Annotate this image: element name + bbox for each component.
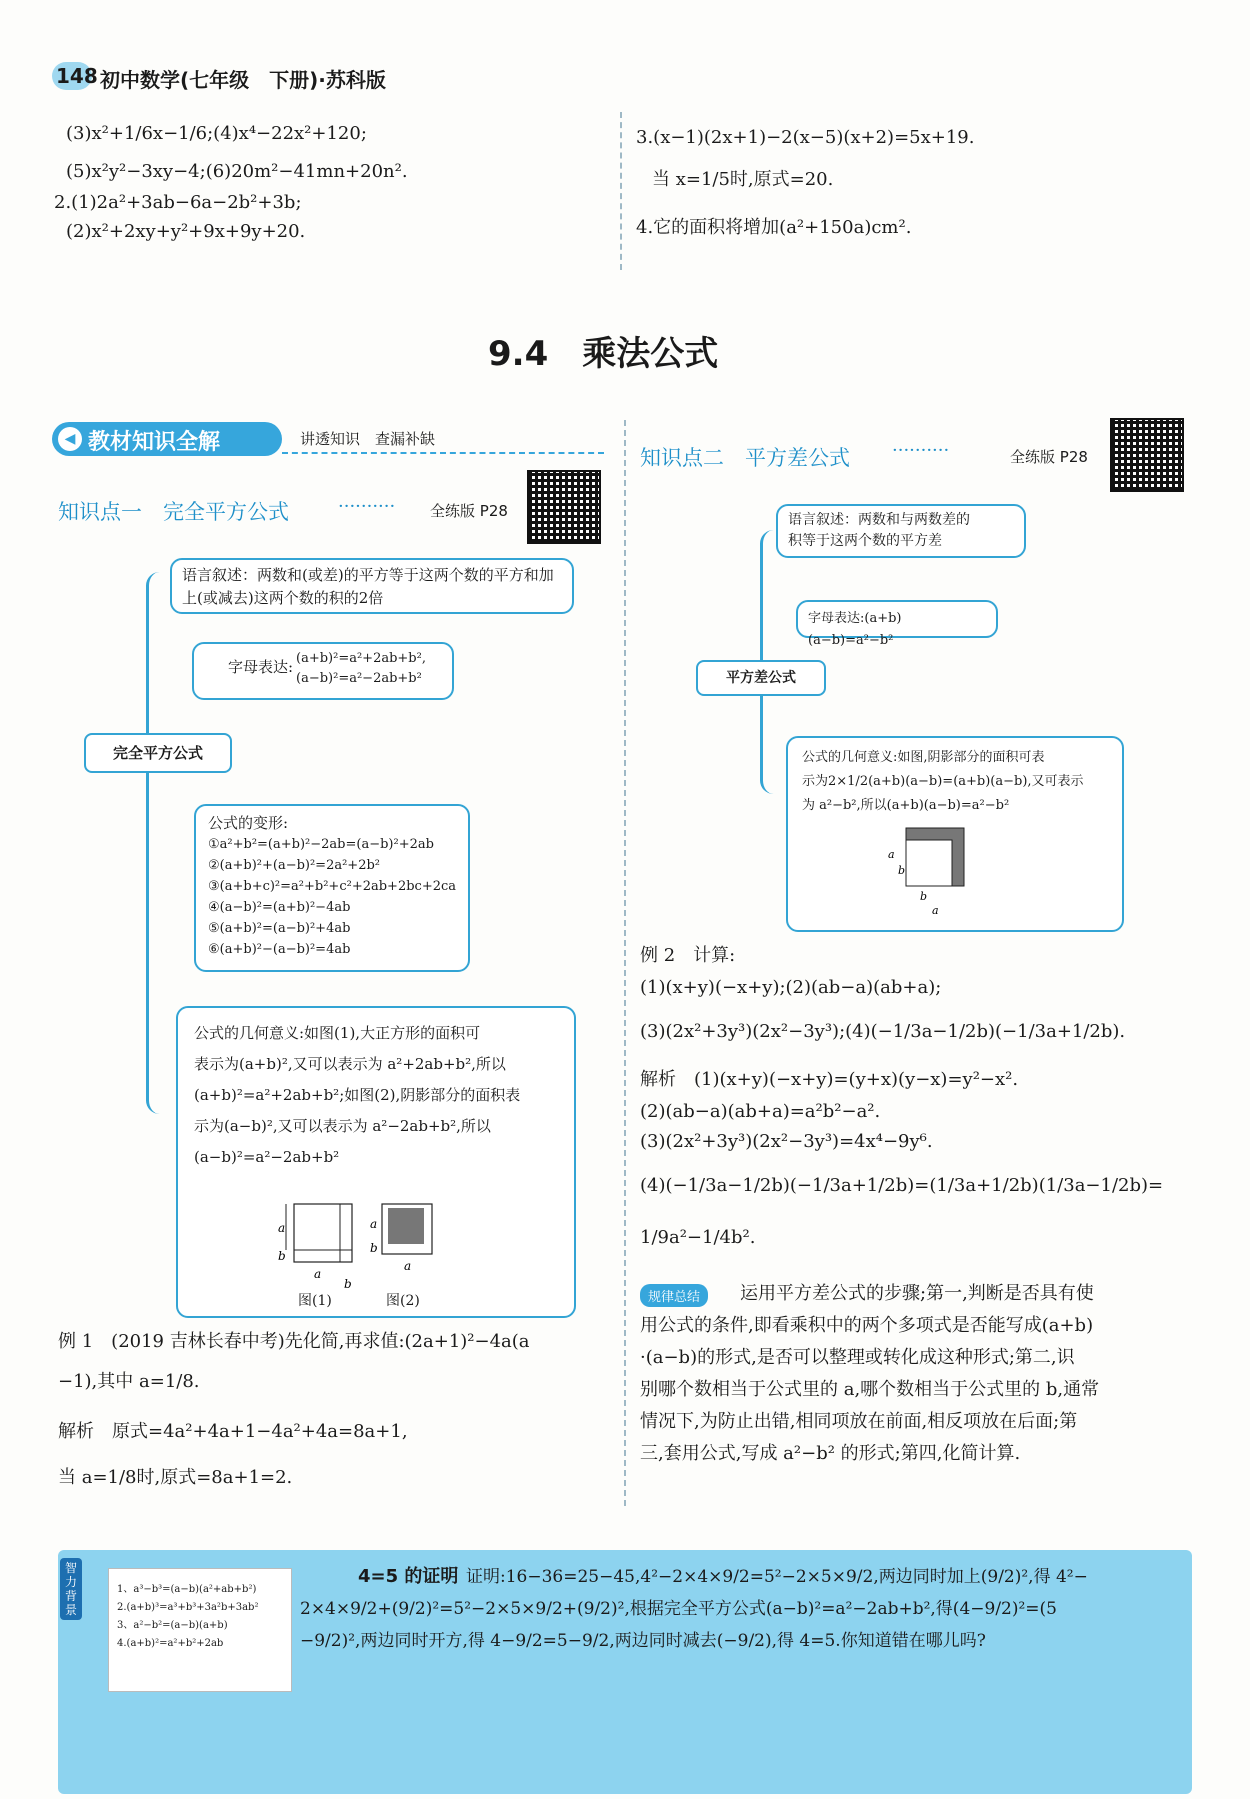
rule-line: 别哪个数相当于公式里的 a,哪个数相当于公式里的 b,通常 [640, 1379, 1100, 1400]
fig2-shaded [388, 1208, 424, 1244]
rule-tag: 规律总结 [640, 1284, 708, 1307]
ex1-line1: 例 1 (2019 吉林长春中考)先化简,再求值:(2a+1)²−4a(a [58, 1331, 530, 1352]
kp1-center-node: 完全平方公式 [84, 733, 232, 773]
geo-line: 公式的几何意义:如图(1),大正方形的面积可 [194, 1024, 481, 1042]
ex1-line2: −1),其中 a=1/8. [58, 1371, 200, 1392]
kp1-transform-title: 公式的变形: [208, 814, 289, 832]
transform-line: ③(a+b+c)²=a²+b²+c²+2ab+2bc+2ca [208, 879, 457, 894]
answer-line: 当 x=1/5时,原式=20. [652, 169, 834, 190]
fig1-caption: 图(1) [298, 1293, 332, 1309]
kp1-dots: ·········· [338, 496, 396, 517]
kp2-ref: 全练版 P28 [1010, 448, 1088, 466]
geo-line: 示为(a−b)²,又可以表示为 a²−2ab+b²,所以 [194, 1117, 491, 1135]
kp1-letter-label: 字母表达: [228, 658, 294, 676]
answer-line: (5)x²y²−3xy−4;(6)20m²−41mn+20n². [66, 161, 408, 182]
transform-line: ④(a−b)²=(a+b)²−4ab [208, 900, 351, 915]
fig2-label-b: b [370, 1241, 378, 1255]
kp2-label-a: a [888, 848, 895, 861]
kp1-title: 知识点一 完全平方公式 [58, 500, 289, 524]
ex2-sol4: (4)(−1/3a−1/2b)(−1/3a+1/2b)=(1/3a+1/2b)(1/3a−1/2b)= [640, 1175, 1164, 1196]
kp2-lang-box [776, 504, 1026, 558]
kp2-letter: 字母表达:(a+b)(a−b)=a²−b² [808, 611, 902, 648]
kp1-figures [278, 1194, 458, 1294]
footer-line: −9/2)²,两边同时开方,得 4−9/2=5−9/2,两边同时减去(−9/2),得 4=5.你知道错在哪儿吗? [300, 1631, 986, 1651]
kp2-label-b-bottom: b [920, 890, 928, 903]
ex1-sol1: 解析 原式=4a²+4a+1−4a²+4a=8a+1, [58, 1421, 408, 1442]
kp2-letter-box [796, 600, 998, 648]
kp2-title: 知识点二 平方差公式 [640, 446, 850, 470]
ex2-sol2: (2)(ab−a)(ab+a)=a²b²−a². [640, 1101, 881, 1122]
fig1-label-b-bottom: b [344, 1277, 352, 1291]
geo-line: 表示为(a+b)²,又可以表示为 a²+2ab+b²,所以 [194, 1055, 506, 1073]
kp2-center-node: 平方差公式 [696, 660, 826, 696]
transform-line: ①a²+b²=(a+b)²−2ab=(a−b)²+2ab [208, 837, 434, 852]
geo-line: (a−b)²=a²−2ab+b² [194, 1148, 340, 1166]
transform-line: ⑥(a+b)²−(a−b)²=4ab [208, 942, 351, 957]
ex2-line3: (3)(2x²+3y³)(2x²−3y³);(4)(−1/3a−1/2b)(−1/3a+1/2b). [640, 1021, 1126, 1042]
page-number: 148 [56, 64, 98, 88]
kp1-transform-box [194, 804, 470, 972]
footer-title: 4=5 的证明 [358, 1566, 459, 1587]
rule-line: 三,套用公式,写成 a²−b² 的形式;第四,化简计算. [640, 1443, 1021, 1464]
fig2-label-a-bottom: a [404, 1259, 412, 1273]
banner [52, 422, 282, 456]
kp1-trunk [146, 572, 173, 1114]
book-title: 初中数学(七年级 下册)·苏科版 [100, 68, 386, 92]
rule-line: ·(a−b)的形式,是否可以整理或转化成这种形式;第二,识 [640, 1347, 1075, 1368]
ex2-sol3: (3)(2x²+3y³)(2x²−3y³)=4x⁴−9y⁶. [640, 1131, 933, 1152]
ex2-line1: 例 2 计算: [640, 945, 736, 966]
card-line: 1、a³−b³=(a−b)(a²+ab+b²) [117, 1584, 257, 1595]
kp1-lang-box [170, 558, 574, 614]
fig1-label-a: a [278, 1221, 286, 1235]
speaker-icon: ◀ [58, 427, 82, 451]
banner-title: 教材知识全解 [88, 430, 221, 455]
card-line: 4.(a+b)²=a²+b²+2ab [117, 1638, 224, 1649]
kp1-lang-desc: 语言叙述：两数和(或差)的平方等于这两个数的平方和加上(或减去)这两个数的积的2倍 [182, 566, 554, 607]
geo-line: (a+b)²=a²+2ab+b²;如图(2),阴影部分的面积表 [194, 1086, 521, 1104]
ex2-line2: (1)(x+y)(−x+y);(2)(ab−a)(ab+a); [640, 977, 942, 998]
footer-line: 2×4×9/2+(9/2)²=5²−2×5×9/2+(9/2)²,根据完全平方公式(a−b)²=a²−2ab+b²,得(4−9/2)²=(5 [300, 1599, 1057, 1619]
answer-line: (2)x²+2xy+y²+9x+9y+20. [66, 221, 306, 242]
column-divider [624, 420, 626, 1506]
ex1-sol2: 当 a=1/8时,原式=8a+1=2. [58, 1467, 293, 1488]
kp2-label-a-bottom: a [932, 904, 939, 917]
kp1-letter-1: (a+b)²=a²+2ab+b², [296, 651, 426, 666]
footer-tag: 智力背景 [60, 1558, 82, 1620]
fig1-big-square [294, 1204, 352, 1262]
kp2-lang-desc-2: 积等于这两个数的平方差 [788, 533, 942, 549]
footer-line: 证明:16−36=25−45,4²−2×4×9/2=5²−2×5×9/2,两边同时加上(9/2)²,得 4²− [466, 1567, 1088, 1587]
kp1-geo-box [176, 1006, 576, 1318]
fig1-label-b: b [278, 1249, 286, 1263]
kp2-dots: ·········· [892, 440, 950, 461]
kp1-letter-2: (a−b)²=a²−2ab+b² [296, 671, 422, 686]
fig1-label-a-bottom: a [314, 1267, 322, 1281]
kp1-letter-box [192, 642, 454, 700]
kp2-lang-desc-1: 语言叙述：两数和与两数差的 [788, 512, 970, 528]
kp2-figure [884, 824, 984, 920]
kp2-geo-box [786, 736, 1124, 932]
banner-rule [282, 452, 604, 454]
geo-line: 示为2×1/2(a+b)(a−b)=(a+b)(a−b),又可表示 [802, 774, 1084, 789]
qr-code[interactable] [1110, 418, 1184, 492]
kp2-inner-square [906, 840, 952, 886]
column-divider [620, 112, 622, 270]
rule-line: 运用平方差公式的步骤;第一,判断是否具有使 [740, 1283, 1094, 1304]
card-line: 3、a²−b²=(a−b)(a+b) [117, 1620, 228, 1631]
fig2-label-a: a [370, 1217, 378, 1231]
kp2-label-b: b [898, 864, 906, 877]
answer-line: 3.(x−1)(2x+1)−2(x−5)(x+2)=5x+19. [636, 127, 975, 148]
answer-line: 4.它的面积将增加(a²+150a)cm². [636, 217, 912, 238]
transform-line: ⑤(a+b)²=(a−b)²+4ab [208, 921, 351, 936]
rule-line: 用公式的条件,即看乘积中的两个多项式是否能写成(a+b) [640, 1315, 1094, 1336]
geo-line: 公式的几何意义:如图,阴影部分的面积可表 [802, 750, 1045, 765]
banner-subtitle: 讲透知识 查漏补缺 [300, 430, 436, 448]
ex2-sol5: 1/9a²−1/4b². [640, 1227, 756, 1248]
transform-line: ②(a+b)²+(a−b)²=2a²+2b² [208, 858, 381, 873]
rule-line: 情况下,为防止出错,相同项放在前面,相反项放在后面;第 [640, 1411, 1078, 1432]
geo-line: 为 a²−b²,所以(a+b)(a−b)=a²−b² [802, 798, 1010, 813]
kp1-ref: 全练版 P28 [430, 502, 508, 520]
footer-card [108, 1568, 292, 1692]
answer-line: 2.(1)2a²+3ab−6a−2b²+3b; [54, 192, 302, 213]
card-line: 2.(a+b)³=a³+b³+3a²b+3ab² [117, 1602, 259, 1613]
answer-line: (3)x²+1/6x−1/6;(4)x⁴−22x²+120; [66, 123, 367, 144]
qr-code[interactable] [527, 470, 601, 544]
fig2-caption: 图(2) [386, 1293, 420, 1309]
section-title: 9.4 乘法公式 [488, 334, 719, 374]
ex2-sol1: 解析 (1)(x+y)(−x+y)=(y+x)(y−x)=y²−x². [640, 1069, 1019, 1090]
